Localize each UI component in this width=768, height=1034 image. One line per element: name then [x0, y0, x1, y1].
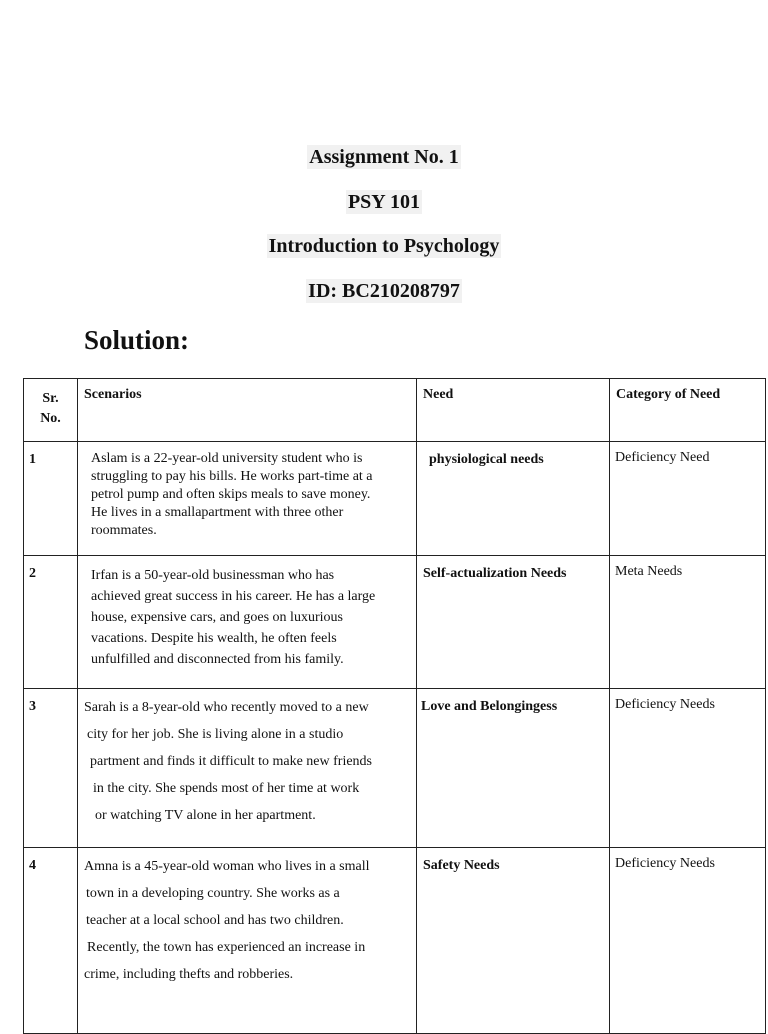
table-row — [24, 689, 766, 848]
scenario-line: vacations. Despite his wealth, he often feels — [91, 631, 337, 646]
scenario-line: or watching TV alone in her apartment. — [95, 808, 316, 823]
course-code — [0, 190, 768, 214]
scenario-line: Aslam is a 22-year-old university student who is — [91, 451, 363, 466]
row-need: Self-actualization Needs — [417, 556, 610, 689]
scenario-line: city for her job. She is living alone in a studio — [87, 727, 344, 742]
table-row — [24, 442, 766, 556]
row-sr-no: 1 — [24, 442, 78, 556]
scenario-line: Irfan is a 50-year-old businessman who has — [91, 568, 335, 583]
scenario-line: He lives in a smallapartment with three other — [91, 505, 344, 520]
scenario-line: teacher at a local school and has two children. — [86, 913, 344, 928]
header-category: Category of Need — [610, 379, 766, 442]
course-title-text: Introduction to Psychology — [268, 235, 500, 257]
row-scenario — [78, 442, 417, 556]
scenario-line: achieved great success in his career. He has a large — [91, 589, 376, 604]
scenario-line: petrol pump and often skips meals to save money. — [91, 487, 371, 502]
row-sr-no: 3 — [24, 689, 78, 848]
header-sr-line2: No. — [40, 411, 61, 426]
scenario-line: crime, including thefts and robberies. — [84, 967, 294, 982]
scenario-line: Sarah is a 8-year-old who recently moved to a new — [84, 700, 369, 715]
table-header-row — [24, 379, 766, 442]
student-id — [0, 279, 768, 303]
course-code-text: PSY 101 — [347, 191, 421, 213]
row-need: Love and Belongingess — [417, 689, 610, 848]
row-scenario — [78, 556, 417, 689]
scenario-line: town in a developing country. She works as a — [86, 886, 340, 901]
row-sr-no: 2 — [24, 556, 78, 689]
scenario-line: unfulfilled and disconnected from his family. — [91, 652, 344, 667]
row-category: Deficiency Needs — [610, 689, 766, 848]
scenario-line: partment and finds it difficult to make new friends — [90, 754, 373, 769]
row-need: physiological needs — [417, 442, 610, 556]
header-sr-line1: Sr. — [42, 391, 59, 406]
scenario-line: in the city. She spends most of her time at work — [93, 781, 360, 796]
header-scenarios: Scenarios — [78, 379, 417, 442]
header-need: Need — [417, 379, 610, 442]
student-id-text: ID: BC210208797 — [308, 280, 460, 302]
row-need: Safety Needs — [417, 848, 610, 1034]
scenario-line: struggling to pay his bills. He works part-time at a — [91, 469, 373, 484]
header-sr-no — [24, 379, 78, 442]
row-scenario — [78, 848, 417, 1034]
scenario-line: roommates. — [91, 523, 157, 538]
scenario-line: Amna is a 45-year-old woman who lives in a small — [84, 859, 370, 874]
assignment-title-text: Assignment No. 1 — [309, 146, 459, 168]
row-sr-no: 4 — [24, 848, 78, 1034]
row-category: Meta Needs — [610, 556, 766, 689]
course-title — [0, 234, 768, 258]
row-scenario — [78, 689, 417, 848]
assignment-title — [0, 145, 768, 169]
scenario-line: house, expensive cars, and goes on luxurious — [91, 610, 343, 625]
row-category: Deficiency Needs — [610, 848, 766, 1034]
table-row — [24, 848, 766, 1034]
scenario-line: Recently, the town has experienced an increase in — [87, 940, 366, 955]
solution-heading: Solution: — [84, 325, 190, 355]
needs-table — [23, 378, 766, 1034]
table-row — [24, 556, 766, 689]
row-category: Deficiency Need — [610, 442, 766, 556]
